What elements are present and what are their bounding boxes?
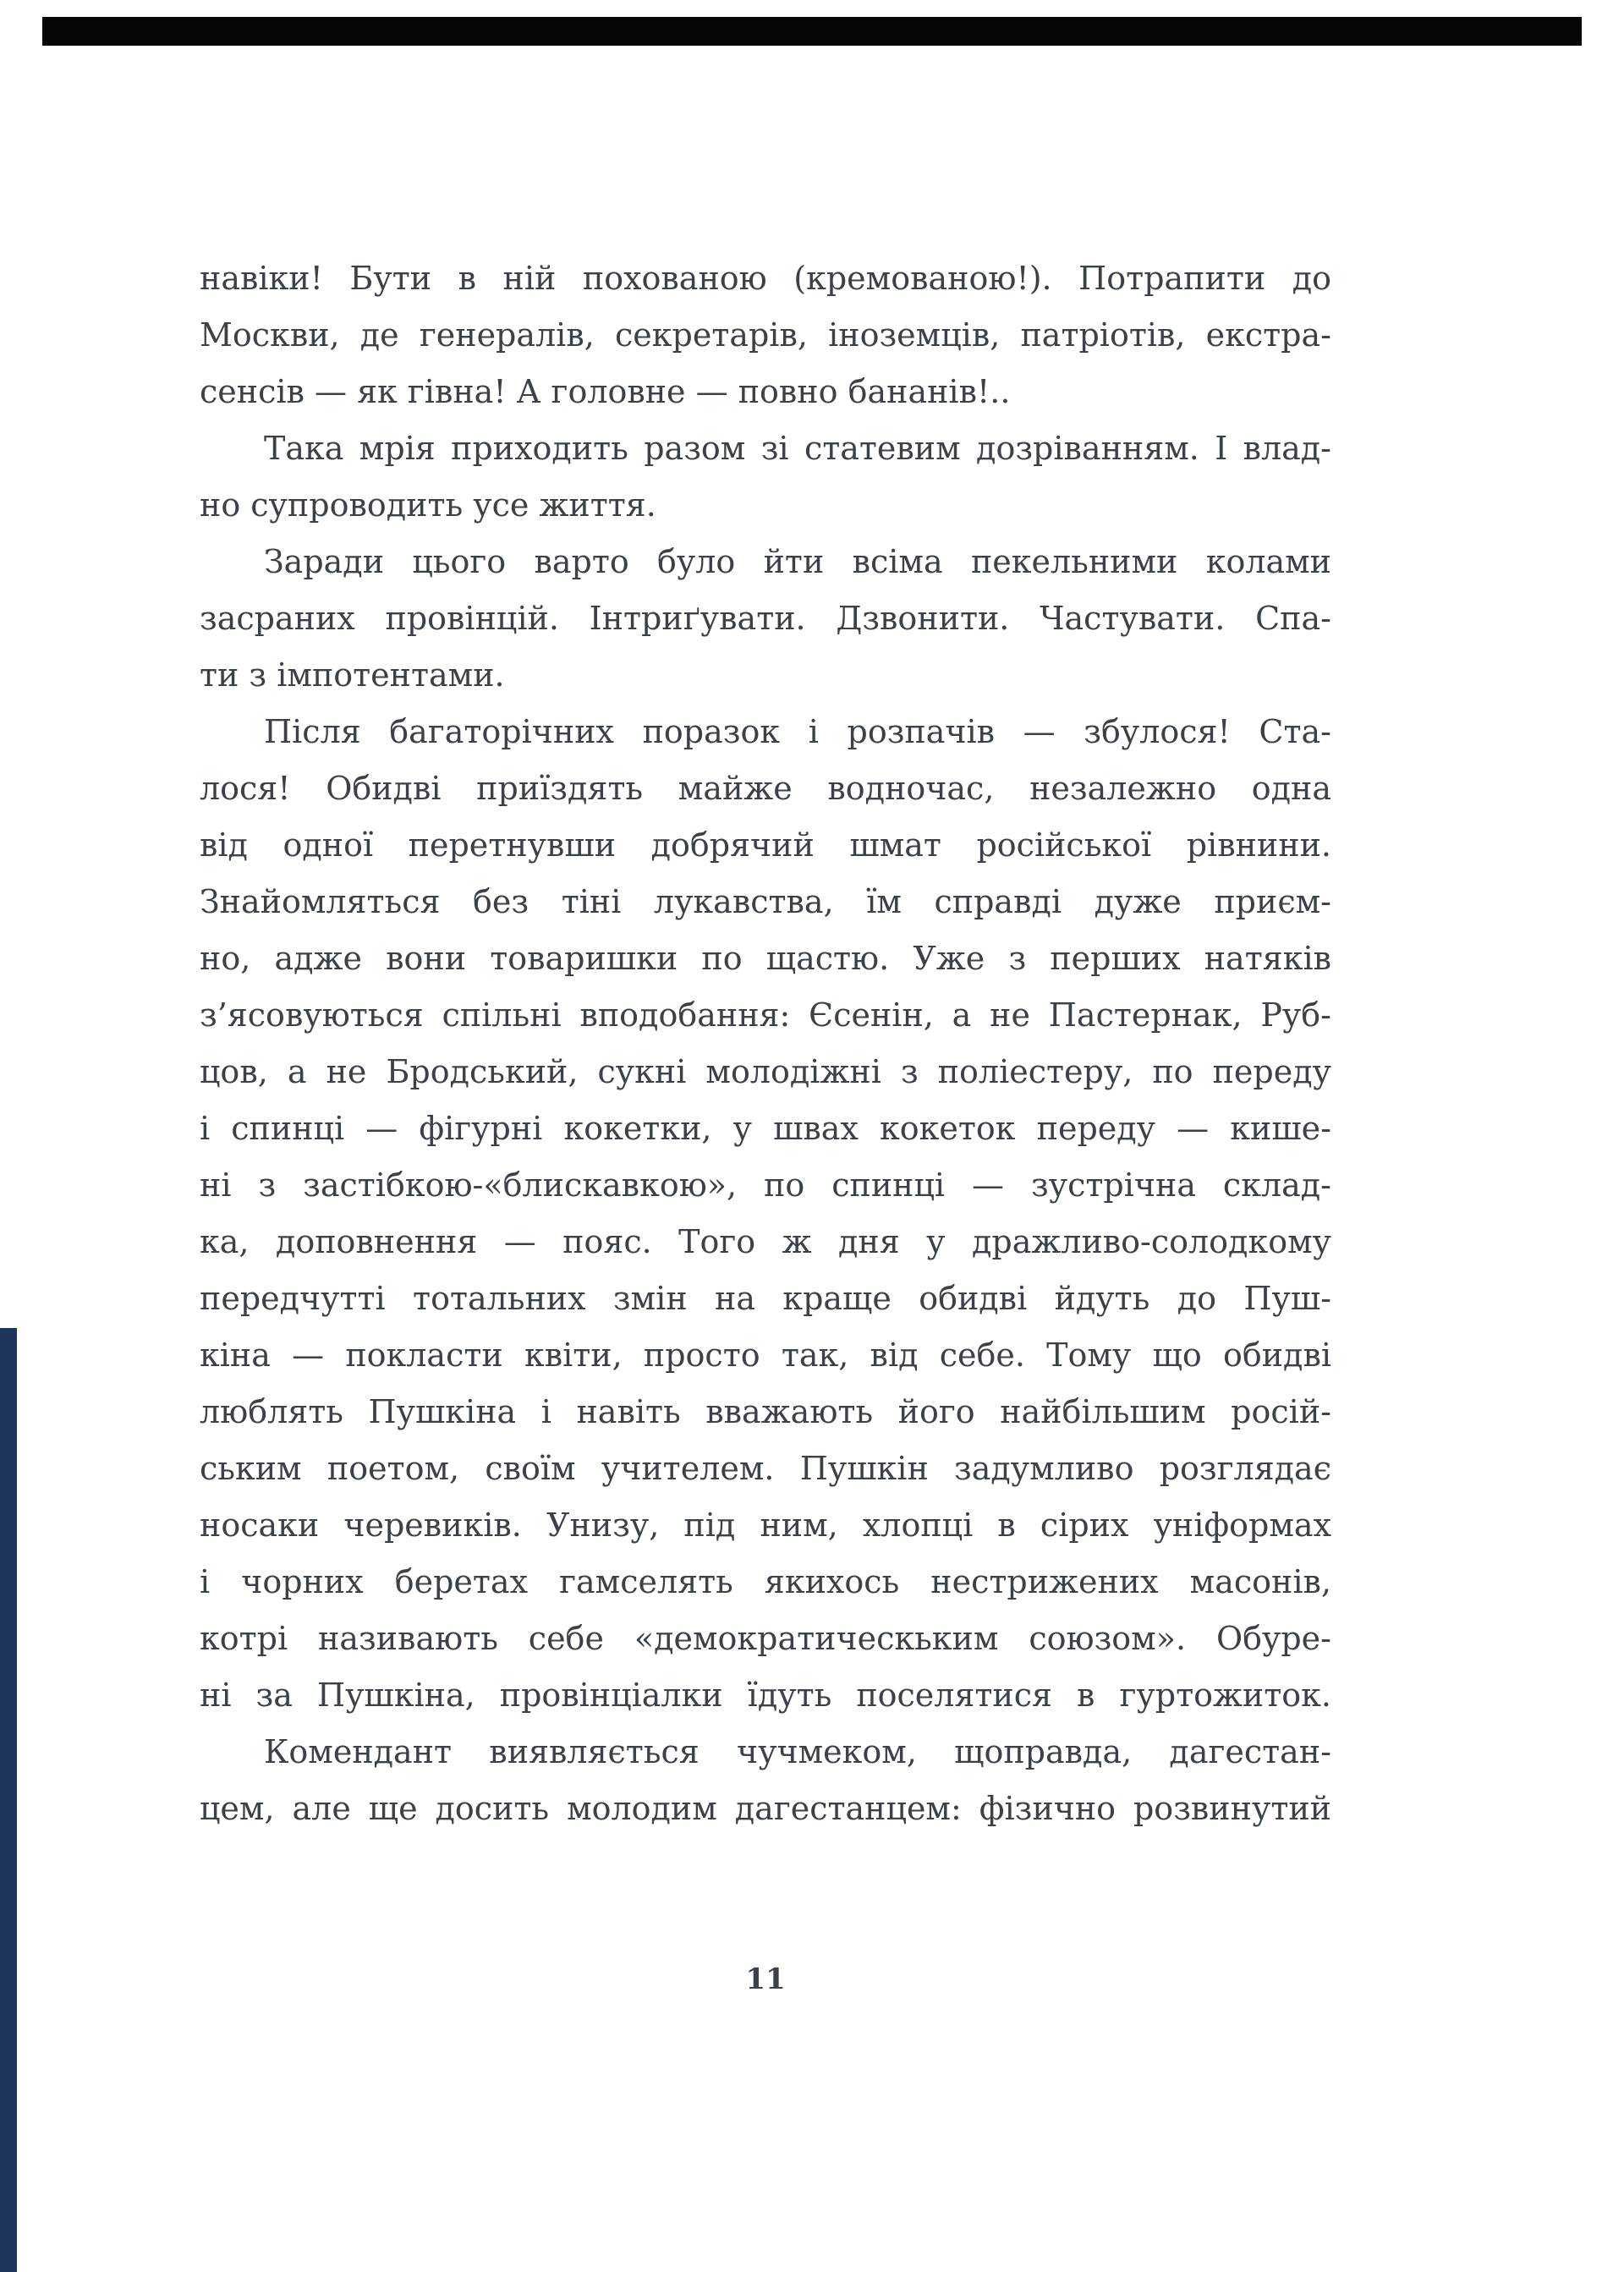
text-line: цем, але ще досить молодим дагестанцем: фізично розвинутий [200, 1790, 1331, 1827]
text-line: з’ясовуються спільні вподобання: Єсенін, а не Пастернак, Руб- [200, 996, 1331, 1034]
text-line: ні з застібкою-«блискавкою», по спинці — зустрічна склад- [200, 1166, 1331, 1204]
text-line: і спинці — фігурні кокетки, у швах кокеток переду — кише- [200, 1110, 1331, 1147]
text-line: цов, а не Бродський, сукні молодіжні з поліестеру, по переду [200, 1053, 1331, 1090]
text-line: но, адже вони товаришки по щастю. Уже з перших натяків [200, 940, 1331, 977]
text-line: кіна — покласти квіти, просто так, від себе. Тому що обидві [200, 1336, 1331, 1374]
text-line: лося! Обидві приїздять майже водночас, незалежно одна [200, 770, 1331, 807]
text-line: і чорних беретах гамселять якихось нестрижених масонів, [200, 1563, 1331, 1600]
text-line: навіки! Бути в ній похованою (кремованою!). Потрапити до [200, 260, 1331, 297]
text-line: ка, доповнення — пояс. Того ж дня у дражливо-солодкому [200, 1223, 1331, 1260]
body-text [200, 250, 1331, 1837]
left-edge-strip [0, 1328, 17, 2272]
text-line: котрі називають себе «демократическьким союзом». Обуре- [200, 1620, 1331, 1657]
top-border-bar [42, 17, 1582, 46]
text-line: Заради цього варто було йти всіма пекельними колами [264, 543, 1331, 580]
text-line: Після багаторічних поразок і розпачів — збулося! Ста- [264, 713, 1331, 750]
page-number: 11 [745, 1962, 786, 1996]
text-line: засраних провінцій. Інтриґувати. Дзвонити. Частувати. Спа- [200, 600, 1331, 637]
text-line: Москви, де генералів, секретарів, іноземців, патріотів, екстра- [200, 316, 1331, 354]
text-line: но супроводить усе життя. [200, 486, 656, 524]
text-line: люблять Пушкіна і навіть вважають його найбільшим росій- [200, 1393, 1331, 1430]
text-line: Комендант виявляється чучмеком, щоправда, дагестан- [264, 1733, 1331, 1770]
text-line: Знайомляться без тіні лукавства, їм справді дуже приєм- [200, 883, 1331, 920]
text-line: ні за Пушкіна, провінціалки їдуть поселятися в гуртожиток. [200, 1677, 1331, 1714]
text-line: ським поетом, своїм учителем. Пушкін задумливо розглядає [200, 1450, 1331, 1487]
text-line: передчутті тотальних змін на краще обидві йдуть до Пуш- [200, 1280, 1331, 1317]
text-line: Така мрія приходить разом зі статевим дозріванням. І влад- [264, 430, 1331, 467]
text-line: ти з імпотентами. [200, 656, 505, 694]
text-line: носаки черевиків. Унизу, під ним, хлопці в сірих уніформах [200, 1506, 1331, 1544]
text-line: сенсів — як гівна! А головне — повно бананів!.. [200, 373, 1011, 410]
text-line: від одної перетнувши добрячий шмат російської рівнини. [200, 826, 1331, 864]
